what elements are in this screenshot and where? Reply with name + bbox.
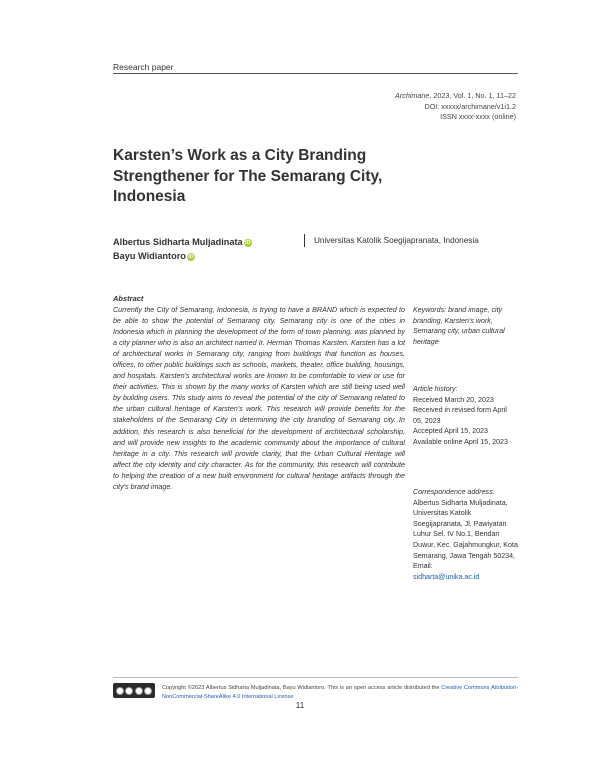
abstract-heading: Abstract [113, 294, 144, 303]
author-1 [113, 235, 252, 249]
sa-icon [144, 687, 152, 695]
correspondence-label: Correspondence address: [413, 488, 495, 496]
license-copyright: Copyright ©2023 Albertus Sidharta Muljadinata, Bayu Widiantoro. This is an open access article distributed the [162, 685, 442, 691]
orcid-icon[interactable]: iD [244, 240, 251, 246]
history-online: Available online April 15, 2023 [413, 437, 508, 446]
history-revised: Received in revised form April 05, 2023 [413, 406, 507, 425]
cc-icon [116, 687, 124, 695]
abstract-text: Currently the City of Semarang, Indonesia, is trying to have a BRAND which is expected to be able to show the potential of Semarang city. Semarang city is one of the cities in Indonesia which in planning the development of the form of town planning, was planned by a city planner who is also an architect named Ir. Herman Thomas Karsten. Karsten has a lot of architectural works in Semarang city, ranging from buildings that function as houses, offices, to other public buildings such as schools, markets, theater, office building, housings, and hospitals. Karsten's architectural works are known to be comfortable to view or use for their activities. This is shown by the many works of Karsten which are still being used well by building users. This study aims to reveal the potential of the city of Semarang related to the urban cultural heritage of Karsten's work. This research will provide benefits for the stakeholders of the Semarang City in determining the city branding of Semarang city. In addition, this research is also beneficial for the development of architectural scholarship, and will provide new insights to the academic community about the importance of cultural heritage in a city. This research will provide clarity, that the Urban Cultural Heritage will affect the city identity and city character. As for the community, this research will contribute to helping the creation of a new built environment for cultural heritage artifacts through the city's brand image. [113, 306, 405, 491]
footer-rule [113, 677, 518, 678]
journal-issn: ISSN xxxx-xxxx (online) [440, 112, 516, 121]
paper-title: Karsten’s Work as a City Branding Strengthener for The Semarang City, Indonesia [113, 147, 383, 205]
author-2 [113, 249, 252, 263]
correspondence-email-link[interactable]: sidharta@unika.ac.id [413, 572, 480, 581]
correspondence-address: Albertus Sidharta Muljadinata, Universitas Katolik Soegijapranata, Jl. Pawiyatan Luhur Sel. IV No.1, Bendan Duwur, Kec. Gajahmungkur, Kota Semarang, Jawa Tengah 50234, Email: [413, 498, 518, 571]
journal-doi: DOI: xxxxx/archimane/v1i1.2 [424, 101, 516, 111]
history-accepted: Accepted April 15, 2023 [413, 427, 488, 436]
author-name: Bayu Widiantoro [113, 251, 186, 261]
correspondence [413, 487, 518, 582]
header-rule [113, 73, 518, 74]
article-history [413, 384, 518, 448]
history-received: Received March 20, 2023 [413, 395, 494, 404]
journal-citation [395, 91, 516, 102]
by-icon [125, 687, 133, 695]
orcid-icon[interactable]: iD [188, 254, 194, 260]
journal-citation-rest: , 2023, Vol. 1, No. 1, 11–22 [429, 91, 516, 100]
history-label: Article history: [413, 385, 458, 393]
page-number: 11 [295, 700, 305, 710]
affiliation: Universitas Katolik Soegijapranata, Indonesia [314, 236, 479, 245]
author-name: Albertus Sidharta Muljadinata [113, 237, 243, 247]
license-link[interactable]: Creative Commons Attribution-NonCommercial-ShareAlike 4.0 International License [162, 685, 518, 700]
affiliation-divider [304, 234, 305, 247]
header-label: Research paper [113, 62, 174, 72]
nc-icon [135, 687, 143, 695]
journal-info [395, 91, 516, 123]
author-list [113, 235, 252, 263]
journal-name: Archimane [395, 91, 430, 100]
keywords: Keywords: brand image, city branding, Karsten's work, Semarang city, urban cultural heritage [413, 306, 505, 346]
cc-license-badge-icon[interactable] [113, 683, 155, 698]
